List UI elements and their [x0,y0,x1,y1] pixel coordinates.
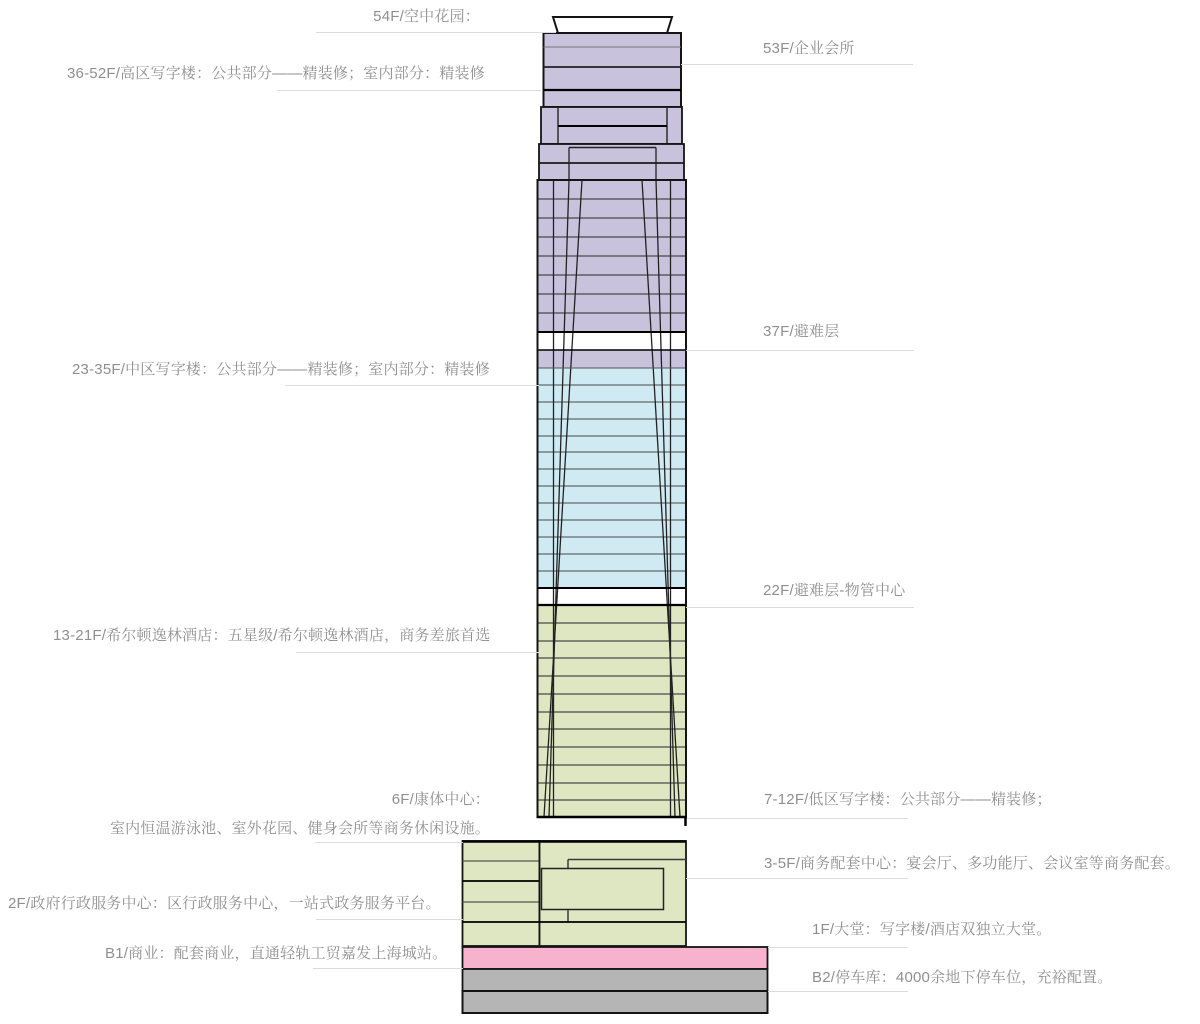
leader-line-22f [686,607,914,608]
zone-hotel-green [538,605,687,817]
label-1f-lobby: 1F/大堂：写字楼/酒店双独立大堂。 [812,921,1052,938]
label-7-12f-low-office: 7-12F/低区写字楼：公共部分——精装修； [764,791,1052,808]
label-53f-club: 53F/企业会所 [763,40,855,57]
leader-line-1f [768,947,908,948]
crown-54f-shape [553,17,672,33]
zone-36f-purple [538,350,687,368]
label-b1-retail: B1/商业：配套商业，直通轻轨工贸嘉发上海城站。 [105,945,448,962]
label-13-21f-hotel: 13-21F/希尔顿逸林酒店：五星级/希尔顿逸林酒店，商务差旅首选 [53,627,491,644]
leader-line-36-52f [277,90,541,91]
leader-line-3-5f [686,878,908,879]
label-2f-gov-service: 2F/政府行政服务中心：区行政服务中心，一站式政务服务平台。 [8,895,441,912]
label-6f-fitness-title: 6F/康体中心： [391,791,490,808]
leader-line-37f [686,350,914,351]
podium-left-wing [463,841,540,946]
leader-line-6f [315,842,463,843]
tier-53f [544,33,682,107]
label-3-5f-amenity: 3-5F/商务配套中心：宴会厅、多功能厅、会议室等商务配套。 [764,855,1181,872]
label-36-52f-high-office: 36-52F/高区写字楼：公共部分——精装修；室内部分：精装修 [67,65,485,82]
leader-line-53f [681,64,913,65]
label-b2-parking: B2/停车库：4000余地下停车位，充裕配置。 [812,969,1113,986]
label-22f-refuge-pm: 22F/避难层-物管中心 [763,582,906,599]
leader-line-b1 [313,968,463,969]
band-b2-gray-lower [463,991,768,1013]
leader-line-2f [316,919,463,920]
label-37f-refuge: 37F/避难层 [763,323,840,340]
label-23-35f-mid-office: 23-35F/中区写字楼：公共部分——精装修；室内部分：精装修 [72,361,490,378]
leader-line-13-21f [296,652,539,653]
band-1f-b1-pink [463,947,768,969]
band-b2-gray-upper [463,969,768,991]
tier-setback-lower [539,144,684,180]
leader-line-b2 [768,991,908,992]
leader-line-23-35f [285,385,539,386]
leader-line-54f [316,32,556,33]
label-54f-sky-garden: 54F/空中花园： [373,8,480,25]
label-6f-fitness-desc: 室内恒温游泳池、室外花园、健身会所等商务休闲设施。 [109,820,490,837]
leader-line-7-12f [687,818,908,819]
